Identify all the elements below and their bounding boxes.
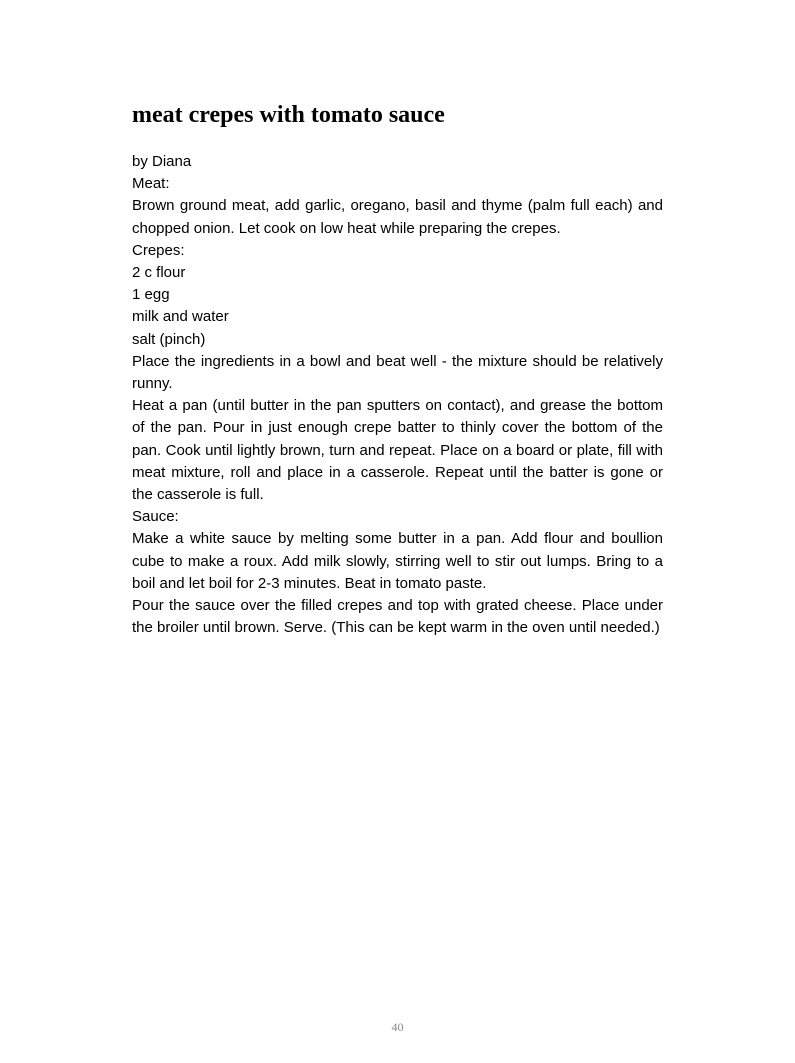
recipe-author: by Diana	[132, 153, 192, 170]
ingredient-item: milk and water	[132, 308, 229, 326]
crepes-mix-instructions: Place the ingredients in a bowl and beat well - the mixture should be relatively runny.	[132, 352, 663, 393]
final-instructions: Pour the sauce over the filled crepes and top with grated cheese. Place under the broiler until brown. Serve. (This can be kept warm in the oven until needed.)	[132, 597, 663, 637]
ingredient-item: salt (pinch)	[132, 330, 206, 348]
crepes-heading: Crepes:	[132, 241, 185, 259]
recipe-title: meat crepes with tomato sauce	[132, 102, 445, 128]
ingredient-item: 2 c flour	[132, 264, 186, 282]
recipe-body	[132, 151, 663, 639]
meat-instructions: Brown ground meat, add garlic, oregano, basil and thyme (palm full each) and chopped onion. Let cook on low heat while preparing the crepes.	[132, 197, 663, 237]
crepes-cook-instructions: Heat a pan (until butter in the pan sputters on contact), and grease the bottom of the pan. Pour in just enough crepe batter to thinly cover the bottom of the pan. Cook until lightly brown, turn and repeat. Place on a board or plate, fill with meat mixture, roll and place in a casserole. Repeat until the batter is gone or the casserole is full.	[132, 397, 663, 504]
page-number: 40	[391, 1020, 404, 1034]
ingredient-item: 1 egg	[132, 286, 170, 304]
sauce-heading: Sauce:	[132, 508, 179, 526]
meat-heading: Meat:	[132, 175, 170, 193]
sauce-instructions: Make a white sauce by melting some butter in a pan. Add flour and boullion cube to make a roux. Add milk slowly, stirring well to stir out lumps. Bring to a boil and let boil for 2-3 minutes. Beat in tomato paste.	[132, 530, 663, 592]
